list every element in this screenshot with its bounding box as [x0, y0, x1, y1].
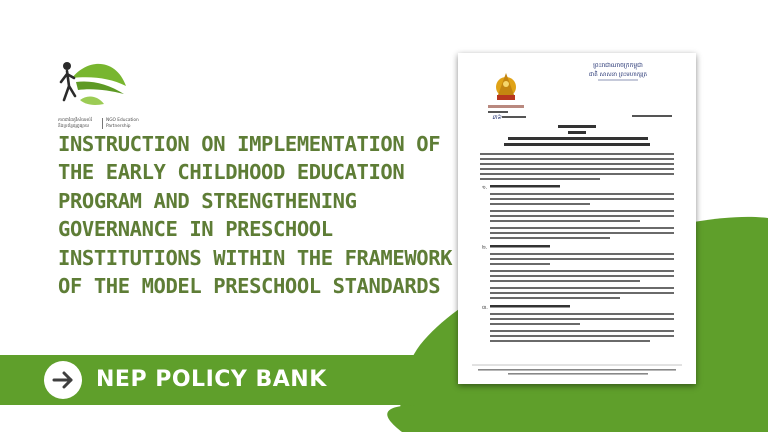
- logo-caption-km: ភាពជាដៃគូវិស័យអប់រំ និងប្រព័ន្ធផ្សព្វផ្សាយ: [58, 118, 103, 129]
- logo-leaf-small: [80, 97, 104, 105]
- wave-lower-path: [387, 405, 432, 432]
- nep-logo-icon: [58, 56, 128, 116]
- title-line: GOVERNANCE IN PRESCHOOL: [58, 217, 333, 242]
- banner-label: NEP POLICY BANK: [96, 367, 327, 392]
- logo-caption: [58, 118, 168, 129]
- title-line: PROGRAM AND STRENGTHENING: [58, 188, 357, 213]
- title-line: INSTITUTIONS WITHIN THE FRAMEWORK: [58, 245, 453, 270]
- arrow-right-icon: [44, 361, 82, 399]
- doc-section-number: ១.: [482, 185, 488, 191]
- arrow-button-circle[interactable]: [44, 361, 82, 399]
- doc-header-motto: ជាតិ សាសនា ព្រះមហាក្សត្រ: [589, 72, 647, 78]
- doc-body-lines: [480, 153, 674, 180]
- doc-section-number: ៣.: [482, 305, 488, 311]
- document-preview[interactable]: [458, 53, 696, 384]
- title-line: THE EARLY CHILDHOOD EDUCATION: [58, 160, 405, 185]
- doc-section-number: ២.: [482, 245, 488, 251]
- logo-figure: [61, 71, 75, 100]
- emblem-icon: [496, 73, 516, 100]
- logo-swoosh: [76, 82, 124, 95]
- doc-reference-number: ៣៦: [492, 114, 502, 121]
- logo-caption-en: NGO Education Partnership: [106, 118, 139, 129]
- logo-head: [63, 62, 71, 70]
- document-page: [458, 53, 696, 384]
- title-line: OF THE MODEL PRESCHOOL STANDARDS: [58, 274, 441, 299]
- title-line: INSTRUCTION ON IMPLEMENTATION OF: [58, 132, 441, 156]
- page-title: [58, 130, 453, 300]
- doc-header-kingdom: ព្រះរាជាណាចក្រកម្ពុជា: [593, 62, 643, 69]
